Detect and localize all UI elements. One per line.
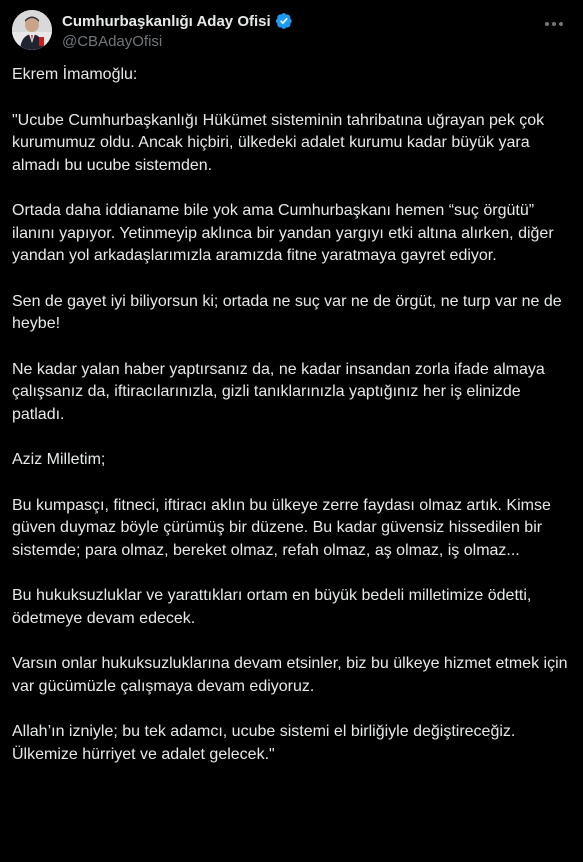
author-handle[interactable]: @CBAdayOfisi: [62, 33, 163, 50]
more-dot: [559, 22, 563, 26]
more-dot: [552, 22, 556, 26]
tweet-paragraph: Ortada daha iddianame bile yok ama Cumhurbaşkanı hemen “suç örgütü” ilanını yapıyor. Yetinmeyip aklınca bir yandan yargıyı etki altına alırken, diğer yandan yol arkadaşlarımızla aramızda fitne yaratmaya gayret ediyor.: [12, 202, 554, 264]
tweet-paragraph: Bu kumpasçı, fitneci, iftiracı aklın bu ülkeye zerre faydası olmaz artık. Kimse güven duymaz böyle çürümüş bir düzene. Bu kadar güvensiz hissedilen bir sistemde; para olmaz, bereket olmaz, refah olmaz, aş olmaz, iş olmaz...: [12, 496, 551, 559]
tweet-paragraph: Varsın onlar hukuksuzluklarına devam etsinler, biz bu ülkeye hizmet etmek için var gücümüzle çalışmaya devam ediyoruz.: [12, 655, 568, 695]
tweet-paragraph: Bu hukuksuzluklar ve yarattıkları ortam en büyük bedeli milletimize ödetti, ödetmeye devam edecek.: [12, 587, 532, 627]
author-display-name[interactable]: Cumhurbaşkanlığı Aday Ofisi: [62, 12, 271, 30]
more-dot: [545, 22, 549, 26]
tweet-text: [12, 64, 574, 766]
tweet-paragraph: Sen de gayet iyi biliyorsun ki; ortada ne suç var ne de örgüt, ne turp var ne de heybe!: [12, 292, 562, 332]
display-name-row: [62, 11, 293, 31]
tweet-paragraph: Allah’ın izniyle; bu tek adamcı, ucube sistemi el birliğiyle değiştireceğiz. Ülkemize hürriyet ve adalet gelecek.": [12, 723, 516, 763]
author-names: [62, 11, 293, 50]
tweet-paragraph: Ne kadar yalan haber yaptırsanız da, ne kadar insandan zorla ifade almaya çalışsanız da, iftiracılarınızla, gizli tanıklarınızla yaptığınız her iş elinizde patladı.: [12, 360, 545, 423]
verified-badge-icon[interactable]: [275, 12, 293, 30]
profile-photo-icon[interactable]: [12, 10, 52, 50]
tweet-paragraph: "Ucube Cumhurbaşkanlığı Hükümet sisteminin tahribatına uğrayan pek çok kurumumuz oldu. Ancak hiçbiri, ülkedeki adalet kurumu kadar büyük yara almadı bu ucube sistemden.: [12, 111, 545, 174]
more-options-icon[interactable]: [542, 14, 566, 34]
tweet-paragraph: Ekrem İmamoğlu:: [12, 66, 138, 83]
tweet-paragraph: Aziz Milletim;: [12, 451, 106, 468]
tweet-header: [12, 10, 572, 56]
